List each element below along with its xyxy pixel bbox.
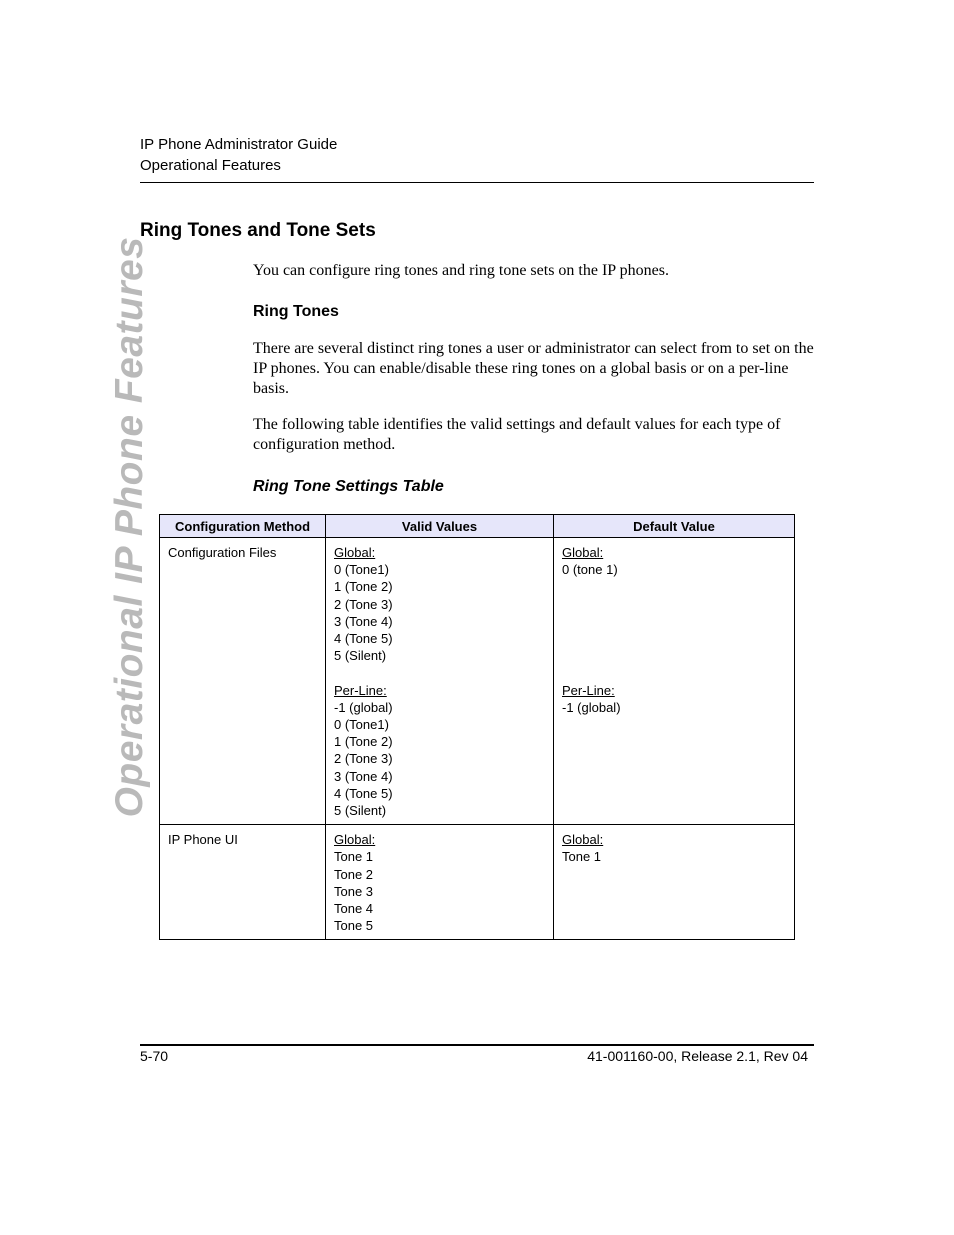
per-line-label: Per-Line: xyxy=(334,682,387,698)
header-configuration-method: Configuration Method xyxy=(160,515,326,538)
value-line: Tone 4 xyxy=(334,901,374,917)
document-id: 41-001160-00, Release 2.1, Rev 04 xyxy=(587,1048,808,1064)
value-line: -1 (global) xyxy=(334,699,393,715)
header-chapter: Operational Features xyxy=(140,157,281,174)
method-cell: IP Phone UI xyxy=(160,825,326,940)
value-line: Tone 2 xyxy=(334,866,374,882)
value-line: 0 (Tone1) xyxy=(334,717,389,733)
table-row xyxy=(160,538,795,825)
value-line: Tone 1 xyxy=(562,849,602,865)
ring-tones-paragraph: There are several distinct ring tones a user or administrator can select from to set on the IP phones. You can enable/disable these ring tones on a global basis or on a per-line basis. xyxy=(253,340,814,397)
method-cell: Configuration Files xyxy=(160,538,326,825)
intro-paragraph: You can configure ring tones and ring tone sets on the IP phones. xyxy=(253,262,669,279)
value-line: 2 (Tone 3) xyxy=(334,596,393,612)
value-line: -1 (global) xyxy=(562,699,621,715)
default-value-cell xyxy=(554,825,795,940)
spacer xyxy=(334,664,545,681)
subsection-title: Ring Tones xyxy=(253,303,339,320)
ring-tone-settings-table xyxy=(159,514,795,940)
value-line: Tone 1 xyxy=(334,849,374,865)
value-line: Tone 3 xyxy=(334,883,374,899)
header-valid-values: Valid Values xyxy=(326,515,554,538)
spacer xyxy=(562,578,786,595)
table-header-row xyxy=(160,515,795,538)
footer-rule xyxy=(140,1044,814,1046)
table-row xyxy=(160,825,795,940)
global-label: Global: xyxy=(334,545,376,560)
value-line: 3 (Tone 4) xyxy=(334,613,393,629)
valid-values-cell xyxy=(326,538,554,825)
spacer xyxy=(562,647,786,664)
table-intro-paragraph: The following table identifies the valid settings and default values for each type of configuration method. xyxy=(253,416,781,453)
value-line: 5 (Silent) xyxy=(334,803,387,819)
value-line: Tone 5 xyxy=(334,918,374,934)
value-line: 0 (tone 1) xyxy=(562,562,618,578)
side-tab-label: Operational IP Phone Features xyxy=(108,236,151,818)
default-value-cell xyxy=(554,538,795,825)
spacer xyxy=(562,613,786,630)
value-line: 5 (Silent) xyxy=(334,648,387,664)
header-rule xyxy=(140,182,814,183)
spacer xyxy=(562,630,786,647)
global-label: Global: xyxy=(562,832,604,848)
section-title: Ring Tones and Tone Sets xyxy=(140,220,376,241)
global-label: Global: xyxy=(562,545,604,560)
value-line: 1 (Tone 2) xyxy=(334,734,393,750)
value-line: 0 (Tone1) xyxy=(334,562,389,578)
value-line: 1 (Tone 2) xyxy=(334,579,393,595)
spacer xyxy=(562,664,786,681)
value-line: 4 (Tone 5) xyxy=(334,785,393,801)
spacer xyxy=(562,596,786,613)
page-number: 5-70 xyxy=(140,1048,169,1064)
value-line: 2 (Tone 3) xyxy=(334,751,393,767)
header-guide-title: IP Phone Administrator Guide xyxy=(140,136,338,153)
side-tab xyxy=(100,236,160,818)
per-line-label: Per-Line: xyxy=(562,682,615,698)
value-line: 3 (Tone 4) xyxy=(334,768,393,784)
header-default-value: Default Value xyxy=(554,515,795,538)
valid-values-cell xyxy=(326,825,554,940)
global-label: Global: xyxy=(334,832,376,848)
value-line: 4 (Tone 5) xyxy=(334,631,393,647)
table-caption: Ring Tone Settings Table xyxy=(253,478,444,495)
